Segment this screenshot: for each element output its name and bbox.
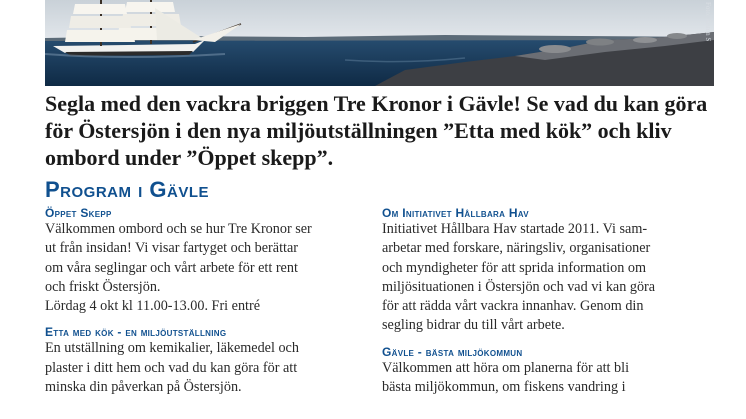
text-line: Initiativet Hållbara Hav startade 2011. Vi sam-	[382, 221, 648, 237]
section-body-exhibition	[45, 339, 365, 397]
left-column	[45, 206, 365, 397]
text-line: och myndigheter för att sprida information om	[382, 259, 646, 276]
section-body-initiative	[382, 220, 702, 336]
page-title: Program i Gävle	[45, 177, 210, 202]
text-line: En utställning om kemikalier, läkemedel och	[45, 340, 299, 357]
tall-ship-image	[45, 0, 714, 86]
text-line: Välkommen ombord och se hur Tre Kronor ser	[45, 221, 312, 237]
text-line: plaster i ditt hem och vad du kan göra för att	[45, 359, 298, 376]
text-line: för att rädda vårt vackra innanhav. Genom din	[382, 298, 644, 315]
ship-photo	[45, 0, 714, 86]
section-body-open-ship	[45, 220, 365, 316]
section-heading-initiative: Om Initiativet Hållbara Hav	[382, 206, 529, 220]
right-column	[382, 206, 702, 397]
text-line: Välkommen att höra om planerna för att bli	[382, 359, 630, 376]
lead-paragraph: Segla med den vackra briggen Tre Kronor i Gävle! Se vad du kan göra för Östersjön i den nya miljöutställningen ”Etta med kök” och kliv ombord under ”Öppet skepp”.	[45, 91, 708, 170]
text-line: miljösituationen i Östersjön och vad vi kan göra	[382, 278, 656, 295]
text-line: bästa miljökommun, om fiskens vandring i	[382, 379, 626, 396]
section-heading-open-ship: Öppet Skepp	[45, 206, 112, 220]
section-body-gavle	[382, 359, 702, 398]
text-line: och friskt Östersjön.	[45, 278, 161, 295]
text-line: ut från insidan! Vi visar fartyget och berättar	[45, 240, 298, 257]
text-line: om våra seglingar och vårt arbete för ett rent	[45, 259, 298, 276]
section-heading-gavle: Gävle - bästa miljökommun	[382, 344, 523, 359]
text-line: arbetar med forskare, näringsliv, organisationer	[382, 240, 651, 257]
text-line: segling bidrar du till vårt arbete.	[382, 317, 565, 334]
event-date-line: Lördag 4 okt kl 11.00-13.00. Fri entré	[45, 298, 261, 315]
text-line: minska din påverkan på Östersjön.	[45, 379, 242, 396]
section-heading-exhibition: Etta med kök - en miljöutställning	[45, 325, 227, 340]
photo-credit: Foto: Anton S	[704, 2, 712, 42]
